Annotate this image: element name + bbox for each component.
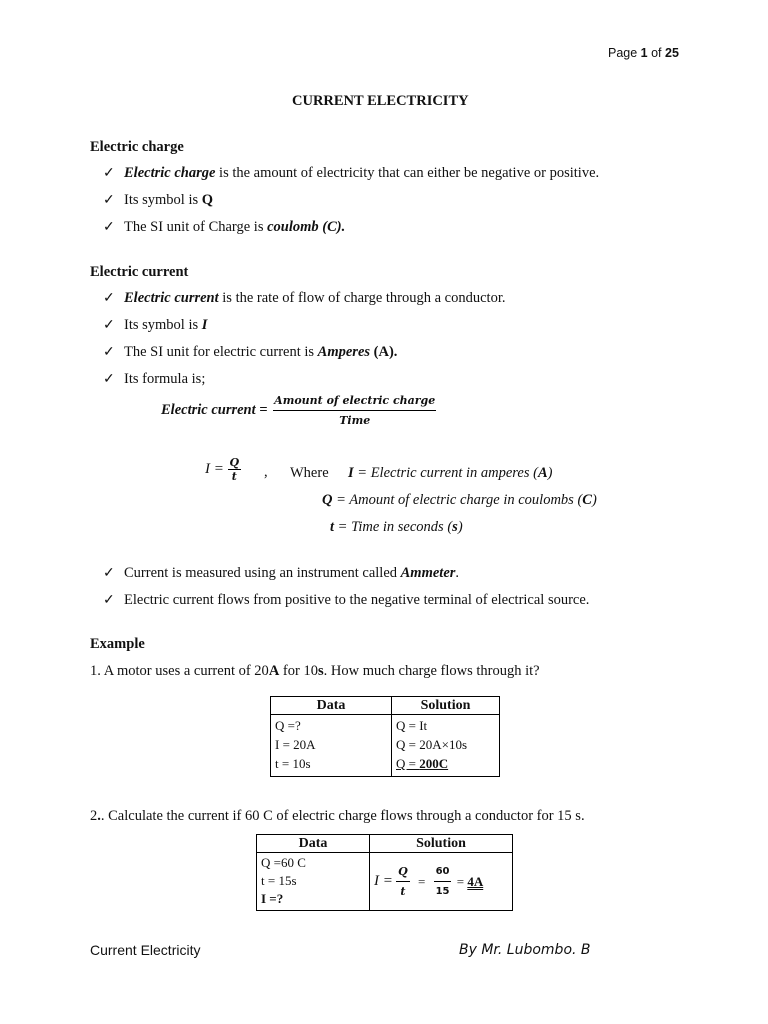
solution-cell: Q = It Q = 20A×10s Q = 200C [392,715,500,777]
table-header-solution: Solution [392,697,500,715]
symbol-formula: I = $\frac{Q}{t}$ [205,456,240,483]
check-icon: ✓ [103,318,115,333]
check-icon: ✓ [103,593,115,608]
check-icon: ✓ [103,345,115,360]
bullet-charge-definition: Electric charge is the amount of electricity that can either be negative or positive. [124,165,600,181]
bullet-current-symbol: Its symbol is I [124,317,208,333]
check-icon: ✓ [103,566,115,581]
answer: 4A [467,874,484,889]
example-heading: Example [90,636,145,652]
table-row [271,715,500,777]
word-formula-fraction: $\frac{\text{Amount of electric charge}}{\text{Time}}$ [274,394,436,427]
solution-cell: I = $\frac{Q}{t}$ = $\frac{60}{15}$ = 4A [370,853,513,911]
bullet-current-unit: The SI unit for electric current is Amperes (A). [124,344,398,360]
example-2-table [256,834,513,911]
example-question-2: 2.. Calculate the current if 60 C of electric charge flows through a conductor for 15 s. [90,808,585,824]
word-formula: Electric current = $\frac{\text{Amount of electric charge}}{\text{Time}}$ [161,394,436,427]
example-1-table [270,696,500,777]
where-time: t = Time in seconds (s) [330,519,463,535]
check-icon: ✓ [103,193,115,208]
data-cell: Q =60 C t = 15s I =? [257,853,370,911]
table-header-data: Data [271,697,392,715]
table-header-row [271,697,500,715]
bullet-current-formula: Its formula is; [124,371,206,387]
formula-comma: , [264,464,268,480]
symbol-formula-fraction: $\frac{Q}{t}$ [229,456,240,483]
table-header-data: Data [257,835,370,853]
bullet-charge-unit: The SI unit of Charge is coulomb (C). [124,219,346,235]
bullet-flow-direction: Electric current flows from positive to the negative terminal of electrical source. [124,592,590,608]
page-title: CURRENT ELECTRICITY [292,93,469,109]
footer-left: Current Electricity [90,942,201,958]
check-icon: ✓ [103,291,115,306]
check-icon: ✓ [103,166,115,181]
table-header-solution: Solution [370,835,513,853]
example-question-1: 1. A motor uses a current of 20A for 10s. How much charge flows through it? [90,663,540,679]
table-header-row [257,835,513,853]
check-icon: ✓ [103,372,115,387]
where-label: Where [290,465,329,481]
section-heading-current: Electric current [90,264,189,280]
answer: Q = 200C [396,756,449,771]
bullet-charge-symbol: Its symbol is Q [124,192,214,208]
where-current: I = Electric current in amperes (A) [348,465,553,481]
data-cell: Q =? I = 20A t = 10s [271,715,392,777]
footer-right: By Mr. Lubombo. B [459,942,591,958]
page-number: Page 1 of 25 [608,46,679,60]
bullet-ammeter: Current is measured using an instrument called Ammeter. [124,565,460,581]
table-row [257,853,513,911]
section-heading-charge: Electric charge [90,139,184,155]
where-charge: Q = Amount of electric charge in coulombs (C) [322,492,597,508]
check-icon: ✓ [103,220,115,235]
bullet-current-definition: Electric current is the rate of flow of charge through a conductor. [124,290,506,306]
